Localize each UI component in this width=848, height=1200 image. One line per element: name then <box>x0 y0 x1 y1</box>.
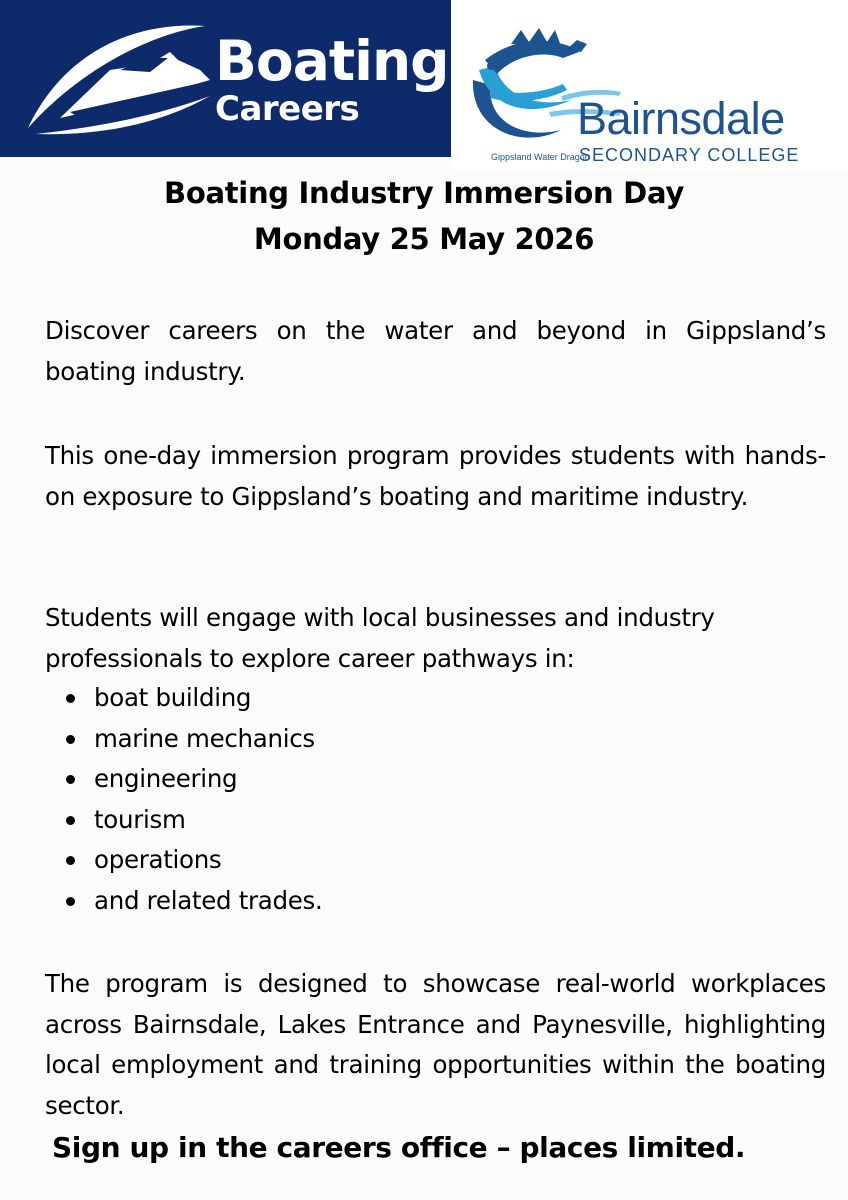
school-name: Bairnsdale <box>577 93 785 144</box>
boating-careers-logo <box>0 0 451 157</box>
list-item: marine mechanics <box>45 719 805 760</box>
school-logo <box>451 0 848 170</box>
list-item: engineering <box>45 759 805 800</box>
list-item: operations <box>45 840 805 881</box>
brand-word-boating: Boating <box>215 29 449 93</box>
program-paragraph: This one-day immersion program provides students with hands-on exposure to Gippsland’s boating and maritime industry. <box>45 441 826 511</box>
event-heading <box>0 170 848 262</box>
brand-word-careers: Careers <box>215 89 360 129</box>
list-item: and related trades. <box>45 881 805 922</box>
emblem-caption: Gippsland Water Dragon <box>491 152 590 162</box>
career-pathways-list <box>45 678 805 921</box>
list-item: boat building <box>45 678 805 719</box>
engage-paragraph: Students will engage with local businesses and industry professionals to explore career pathways in: <box>45 603 715 673</box>
school-subtitle: SECONDARY COLLEGE <box>579 145 800 165</box>
signup-call-to-action: Sign up in the careers office – places limited. <box>52 1131 746 1164</box>
intro-paragraph: Discover careers on the water and beyond in Gippsland’s boating industry. <box>45 316 826 386</box>
showcase-paragraph: The program is designed to showcase real-world workplaces across Bairnsdale, Lakes Entrance and Paynesville, highlighting local employment and training opportunities within the boating sector. <box>45 969 826 1120</box>
event-date: Monday 25 May 2026 <box>253 222 595 256</box>
list-item: tourism <box>45 800 805 841</box>
event-title: Boating Industry Immersion Day <box>164 176 684 210</box>
